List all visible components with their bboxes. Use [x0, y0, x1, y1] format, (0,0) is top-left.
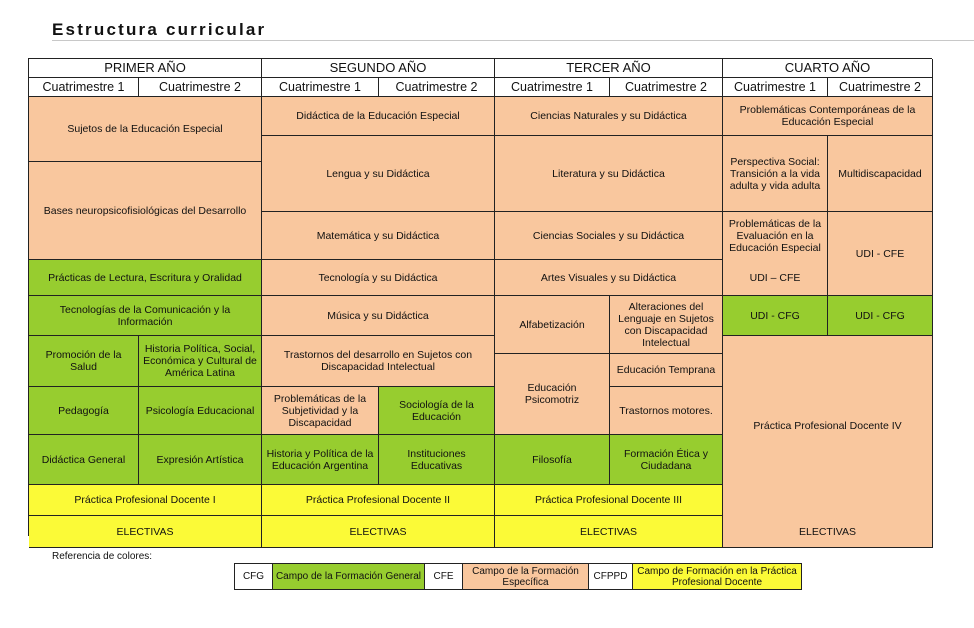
subject-cell: Prácticas de Lectura, Escritura y Oralidad [29, 260, 262, 296]
page-title: Estructura curricular [52, 20, 267, 39]
subject-cell: Problemáticas Contemporáneas de la Educación Especial [723, 97, 933, 136]
subject-cell: Lengua y su Didáctica [262, 136, 495, 212]
practice-cell: Práctica Profesional Docente II [262, 485, 495, 516]
year-header-3: TERCER AÑO [495, 59, 723, 78]
subject-cell: Bases neuropsicofisiológicas del Desarrollo [29, 162, 262, 260]
curriculum-table [28, 58, 932, 536]
subject-cell: Tecnologías de la Comunicación y la Información [29, 296, 262, 336]
subject-cell: Música y su Didáctica [262, 296, 495, 336]
subject-cell: Filosofía [495, 435, 610, 485]
year-header-2: SEGUNDO AÑO [262, 59, 495, 78]
cuatrimestre-header: Cuatrimestre 2 [610, 78, 723, 97]
cuatrimestre-header: Cuatrimestre 2 [379, 78, 495, 97]
subject-cell: Psicología Educacional [139, 387, 262, 435]
cuatrimestre-header: Cuatrimestre 1 [262, 78, 379, 97]
legend-label: Referencia de colores: [52, 551, 153, 562]
subject-cell: Promoción de la Salud [29, 336, 139, 387]
year-header-4: CUARTO AÑO [723, 59, 933, 78]
legend-cfg-name: Campo de la Formación General [273, 564, 425, 589]
subject-cell: Trastornos motores. [610, 387, 723, 435]
legend-cfg-abbr: CFG [235, 564, 273, 589]
cuatrimestre-header: Cuatrimestre 2 [139, 78, 262, 97]
subject-cell: Expresión Artística [139, 435, 262, 485]
practice-cell: Práctica Profesional Docente IV [723, 336, 933, 516]
electives-cell: ELECTIVAS [723, 516, 933, 548]
color-legend [234, 563, 802, 590]
subject-cell: Sociología de la Educación [379, 387, 495, 435]
cuatrimestre-header: Cuatrimestre 1 [723, 78, 828, 97]
subject-cell: Ciencias Naturales y su Didáctica [495, 97, 723, 136]
cuatrimestre-header: Cuatrimestre 1 [495, 78, 610, 97]
subject-cell: Ciencias Sociales y su Didáctica [495, 212, 723, 260]
electives-cell: ELECTIVAS [495, 516, 723, 548]
legend-cfe-name: Campo de la Formación Específica [463, 564, 589, 589]
subject-cell: Multidiscapacidad [828, 136, 933, 212]
subject-cell: Problemáticas de la Subjetividad y la Discapacidad [262, 387, 379, 435]
title-rule [52, 40, 974, 41]
subject-cell: Alfabetización [495, 296, 610, 354]
subject-cell: Formación Ética y Ciudadana [610, 435, 723, 485]
subject-cell: UDI – CFE [723, 260, 828, 296]
subject-cell: Problemáticas de la Evaluación en la Educación Especial [723, 212, 828, 260]
legend-cfe-abbr: CFE [425, 564, 463, 589]
cuatrimestre-header: Cuatrimestre 1 [29, 78, 139, 97]
subject-cell: Alteraciones del Lenguaje en Sujetos con Discapacidad Intelectual [610, 296, 723, 354]
subject-cell: Tecnología y su Didáctica [262, 260, 495, 296]
subject-cell: Artes Visuales y su Didáctica [495, 260, 723, 296]
subject-cell: Perspectiva Social: Transición a la vida adulta y vida adulta [723, 136, 828, 212]
cuatrimestre-header: Cuatrimestre 2 [828, 78, 933, 97]
subject-cell: Pedagogía [29, 387, 139, 435]
year-header-1: PRIMER AÑO [29, 59, 262, 78]
subject-cell: Educación Temprana [610, 354, 723, 387]
subject-cell: UDI - CFG [828, 296, 933, 336]
legend-cfppd-name: Campo de Formación en la Práctica Profesional Docente [633, 564, 801, 589]
subject-cell: UDI - CFG [723, 296, 828, 336]
practice-cell: Práctica Profesional Docente I [29, 485, 262, 516]
practice-cell: Práctica Profesional Docente III [495, 485, 723, 516]
subject-cell: Didáctica General [29, 435, 139, 485]
legend-cfppd-abbr: CFPPD [589, 564, 633, 589]
subject-cell: Instituciones Educativas [379, 435, 495, 485]
subject-cell: Historia y Política de la Educación Argentina [262, 435, 379, 485]
subject-cell: Sujetos de la Educación Especial [29, 97, 262, 162]
subject-cell: Didáctica de la Educación Especial [262, 97, 495, 136]
subject-cell: Historia Política, Social, Económica y Cultural de América Latina [139, 336, 262, 387]
subject-cell: UDI - CFE [828, 212, 933, 296]
subject-cell: Trastornos del desarrollo en Sujetos con Discapacidad Intelectual [262, 336, 495, 387]
electives-cell: ELECTIVAS [29, 516, 262, 548]
subject-cell: Matemática y su Didáctica [262, 212, 495, 260]
subject-cell: Educación Psicomotriz [495, 354, 610, 435]
electives-cell: ELECTIVAS [262, 516, 495, 548]
subject-cell: Literatura y su Didáctica [495, 136, 723, 212]
